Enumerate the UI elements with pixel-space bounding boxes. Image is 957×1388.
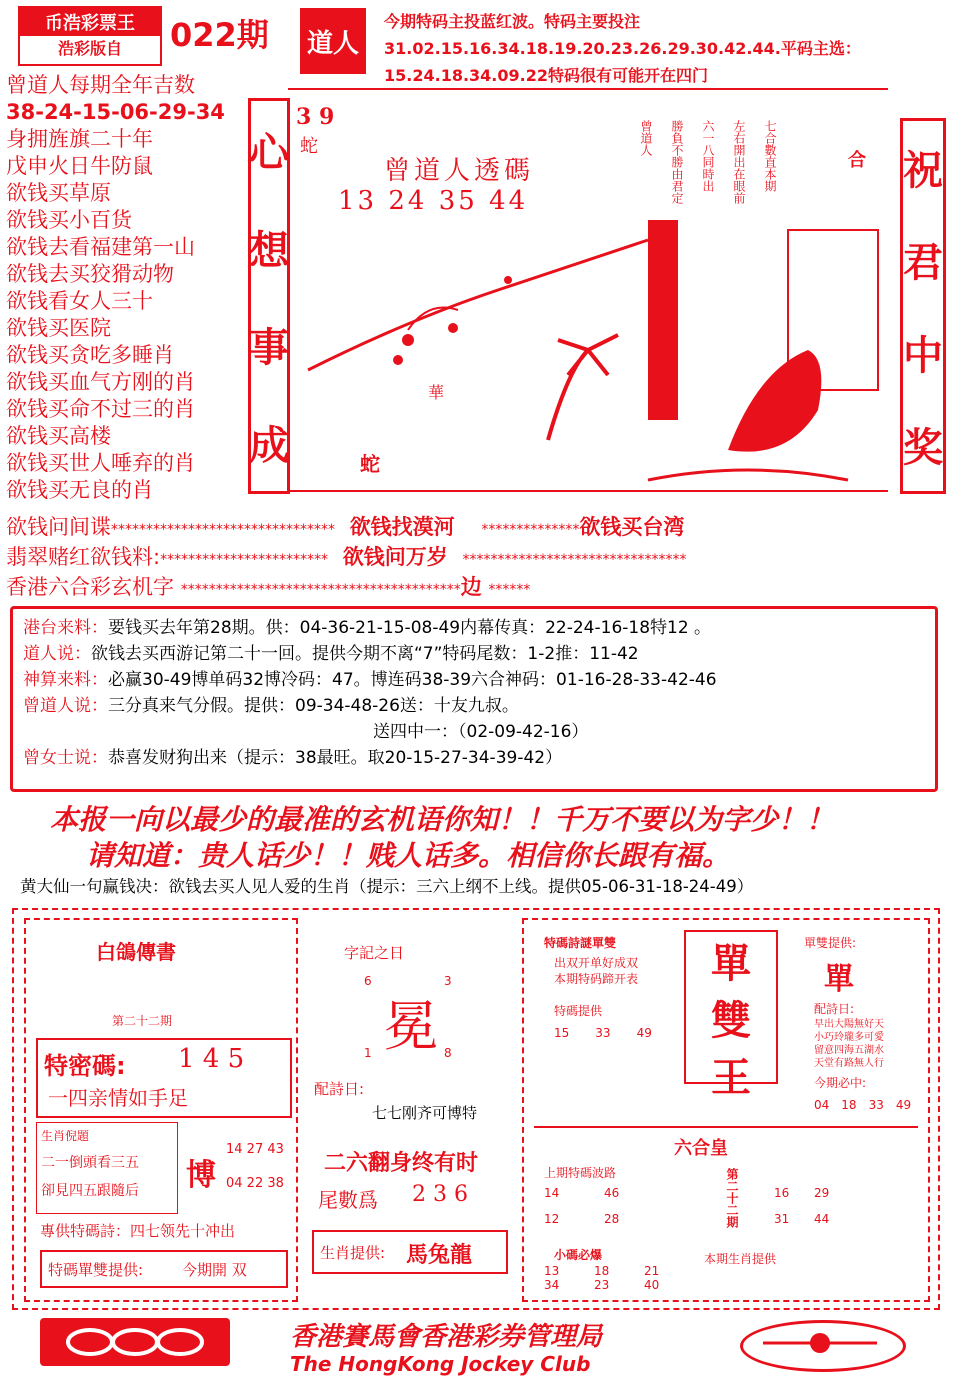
issue-number: 022期 [170,16,269,54]
info-line [23,641,925,667]
horse-emblem-icon [743,1323,897,1363]
wave-number: 12 [544,1212,560,1226]
scroll-right-char: 祝 [903,147,943,194]
wave-number: 14 [544,1186,560,1200]
left-column [6,72,246,504]
big-title-char: 單 [711,941,751,987]
left-line: 戊申火日牛防鼠 [6,154,153,178]
info-text: 要钱买去年第28期。供：04-36-21-15-08-49内幕传真：22-24-16-18特12 。 [108,618,712,638]
left-line: 38-24-15-06-29-34 [6,100,225,124]
panel-left [24,918,298,1302]
bottom-panel-area [12,908,940,1310]
scroll-right-char: 君 [903,240,943,287]
right-tema-number: 49 [636,1026,652,1040]
wave-number: 28 [604,1212,620,1226]
ask-label: 香港六合彩玄机字 [6,575,174,599]
ask-stars: ******************************** [462,552,687,568]
right-tema-number: 33 [595,1026,611,1040]
left-line: 身拥旌旗二十年 [6,127,153,151]
tail-box [312,1180,508,1216]
right-poem-label: 配詩日: [814,1002,855,1016]
footer-right-emblem [740,1320,906,1372]
ask-stars: ****** [488,582,531,598]
ask-mid: 欲钱找漠河 [349,515,455,539]
left-line: 欲钱买世人唾弃的肖 [6,451,195,475]
poem-label: 配詩日: [314,1080,365,1098]
tema-phrase: 一四亲情如手足 [48,1086,188,1110]
small-number: 40 [644,1278,660,1292]
logo-line-2: 浩彩版自 [57,39,122,58]
bo-numbers-1: 14 27 43 [226,1142,284,1157]
tema-right-number: 16 [774,1186,790,1200]
corner-number: 6 [364,974,372,988]
zodiac-box [36,1122,178,1214]
zodiac-provide-label: 生肖提供: [320,1244,386,1262]
scroll-left-char: 事 [249,325,289,372]
corner-number: 3 [444,974,452,988]
right-tema-label: 特碼提供 [554,1004,603,1018]
period: 第二十二期 [725,1168,739,1228]
plant-char: 華 [428,383,445,402]
vertical-note: 勝負不勝由君定 [670,120,684,204]
panel-left-issue: 第二十二期 [112,1014,173,1028]
painting-title: 曾道人透碼 [384,156,535,186]
single-double-value: 今期開 双 [182,1261,247,1279]
vertical-note: 曾道人 [639,120,653,156]
painting-numbers: 13 24 35 44 [338,186,529,216]
single-double-box [40,1250,288,1288]
big-title-char: 雙 [711,998,751,1044]
right-title: 特碼詩謎單雙 [544,936,617,950]
zodiac-provide-box [312,1230,508,1274]
huang-line: 黄大仙一句赢钱决：欲钱去买人见人爱的生肖（提示：三六上纲不上线。提供05-06-31-18-24-49） [20,877,754,896]
left-line: 欲钱买命不过三的肖 [6,397,195,421]
ask-line [6,514,951,544]
ask-lines [6,514,951,604]
seal-stamp [300,8,366,74]
left-line: 欲钱买高楼 [6,424,111,448]
big-char: 冕 [384,995,438,1058]
tema-label: 特密碼: [44,1052,126,1080]
right-poem-item: 天堂有路無人行 [814,1058,884,1069]
slogan-1: 本报一向以最少的最准的玄机语你知！！千万不要以为字少！！ [50,803,835,836]
ask-line [6,574,951,604]
slogan-2: 请知道：贵人话少！！贱人话多。相信你长跟有福。 [86,839,731,872]
left-line: 欲钱买医院 [6,316,111,340]
tema-right [774,1186,854,1226]
bo-numbers-2: 04 22 38 [226,1176,284,1191]
wave-numbers [544,1186,664,1226]
info-line [23,693,925,719]
info-label: 道人说： [23,644,91,664]
panel-mid [304,918,514,1298]
small-label: 小碼必爆 [554,1248,603,1262]
scroll-right-char: 奖 [903,425,943,472]
tema-box [36,1038,292,1118]
ask-stars: ************************ [160,552,329,568]
big-title-char: 王 [711,1055,751,1101]
right-divider [534,1126,918,1128]
footer-left-emblem [40,1318,230,1366]
info-text: 恭喜发财狗出来（提示：38最旺。取20-15-27-34-39-42） [108,748,563,768]
left-line: 欲钱买贪吃多睡肖 [6,343,174,367]
left-line: 欲钱买小百货 [6,208,132,232]
info-line [23,667,925,693]
zodiac-line: 卻見四五跟隨后 [41,1183,139,1199]
last-wave: 上期特碼波路 [544,1166,617,1180]
tail-label: 尾數爲 [318,1188,378,1212]
wave-number: 46 [604,1186,620,1200]
right-tema-number: 15 [554,1026,570,1040]
panel-right [522,918,930,1302]
left-line: 欲钱看女人三十 [6,289,153,313]
left-line: 曾道人每期全年吉数 [6,73,195,97]
info-label: 曾道人说： [23,696,108,716]
mid-poem: 七七刚齐可博特 [372,1104,478,1122]
scroll-right-column [900,118,946,494]
right-poem-item: 早出大陽無好天 [814,1019,884,1030]
right-tema-numbers-2 [814,1098,911,1112]
info-line [23,745,925,771]
tema-right-number: 44 [814,1212,830,1226]
tema-right-number: 29 [814,1186,830,1200]
bottom-title: 六合皇 [674,1138,728,1159]
left-line: 欲钱买血气方刚的肖 [6,370,195,394]
org-cn: 香港賽馬會香港彩券管理局 [290,1322,603,1352]
info-text: 必赢30-49博单码32博冷码：47。博连码38-39六合神码：01-16-28-33-42-46 [108,670,717,690]
ask-mid: 边 [460,575,482,599]
panel-left-poem: 專供特碼詩：四七领先十冲出 [40,1222,236,1240]
right-tema-number: 49 [895,1098,912,1112]
scroll-left-char: 想 [249,227,289,274]
corner-number: 1 [364,1046,372,1060]
panel-mid-title: 字記之日 [344,944,405,962]
scroll-left-column [248,98,290,494]
right-poem-item: 留意四海五湖水 [814,1045,884,1056]
small-number: 18 [594,1264,610,1278]
info-text: 三分真来气分假。提供：09-34-48-26送：十友九叔。 [108,696,519,716]
right-tema-number: 18 [841,1098,857,1112]
brand-logo [18,6,162,66]
ask-stars: ************** [481,522,580,538]
small-numbers [544,1264,694,1292]
small-number: 21 [644,1264,660,1278]
info-line [23,719,925,745]
corner-number: 8 [444,1046,452,1060]
right-tema-numbers [554,1026,652,1040]
seal-text: 道人 [306,28,359,59]
info-box [10,606,938,792]
tail-value: 2 3 6 [412,1182,468,1207]
bottom-zodiac: 蛇 [360,452,380,476]
ask-label: 翡翠赌红欲钱料: [6,545,161,569]
ask-stars: ******************************** [111,522,335,538]
info-label: 港台来料： [23,618,108,638]
right-tema-number: 33 [868,1098,884,1112]
info-text: 欲钱去买西游记第二十一回。提供今期不离“7”特码尾数：1-2推：11-42 [91,644,639,664]
top-numbers: 3 9 [296,104,335,130]
vertical-note: 六一八同時出 [701,120,715,192]
left-line: 欲钱买草原 [6,181,111,205]
ask-line [6,544,951,574]
announcement: 今期特码主投蓝红波。特码主要投注31.02.15.16.34.18.19.20.23.26.29.30.42.44.平码主选：15.24.18.34.09.22特码很有可能开在四门 [384,12,861,85]
scroll-left-char: 心 [249,130,289,177]
left-line: 欲钱去买狡猾动物 [6,262,174,286]
org-en: The HongKong Jockey Club [290,1352,591,1376]
scroll-left-char: 成 [249,422,289,469]
info-line [23,615,925,641]
zodiac-provide-value: 馬兔龍 [406,1243,473,1268]
left-line: 欲钱去看福建第一山 [6,235,195,259]
big-title-box [684,930,778,1101]
vertical-note: 七合數直本期 [763,120,777,192]
tema-value: 1 4 5 [178,1044,245,1074]
he-char: 合 [848,150,866,171]
must-win: 今期必中: [814,1076,867,1090]
zodiac-box-label: 生肖倪題 [41,1129,90,1143]
right-char: 單 [824,962,854,997]
small-number: 23 [594,1278,610,1292]
zodiac-line: 二一倒頭看三五 [41,1155,139,1171]
info-label: 曾女士说： [23,748,108,768]
ask-end: 欲钱买台湾 [579,515,685,539]
small-number: 34 [544,1278,560,1292]
mid-slogan: 二六翻身终有时 [324,1151,479,1176]
left-line: 欲钱买无良的肖 [6,478,153,502]
ask-stars: **************************************** [180,582,461,598]
ask-label: 欲钱问间谍 [6,515,111,539]
knot-icon [60,1325,210,1359]
panel-left-title: 白鴿傳書 [96,940,176,964]
logo-line-1: 币浩彩票王 [20,8,160,36]
right-poem-list [814,1018,884,1070]
single-double-label: 特碼單雙提供: [48,1261,144,1279]
vertical-note: 左右開出在眼前 [732,120,746,204]
ask-mid: 欲钱问万岁 [342,545,448,569]
footer [0,1312,957,1388]
info-text: 送四中一：（02-09-42-16） [373,722,589,742]
zodiac-note: 本期生肖提供 [704,1252,777,1266]
right-poem-item: 小巧玲瓏多可愛 [814,1032,884,1043]
painting-area [288,88,888,492]
right-label: 單雙提供: [804,936,857,950]
top-zodiac: 蛇 [300,136,318,157]
info-label: 神算来料： [23,670,108,690]
right-tema-number: 04 [814,1098,830,1112]
small-number: 13 [544,1264,560,1278]
scroll-painting [248,88,948,508]
right-poem-line: 本期特码蹄开表 [554,972,639,986]
scroll-right-char: 中 [903,332,943,379]
right-poem-line: 出双开单好成双 [554,956,639,970]
tema-right-number: 31 [774,1212,790,1226]
bo-label: 博 [186,1158,216,1193]
